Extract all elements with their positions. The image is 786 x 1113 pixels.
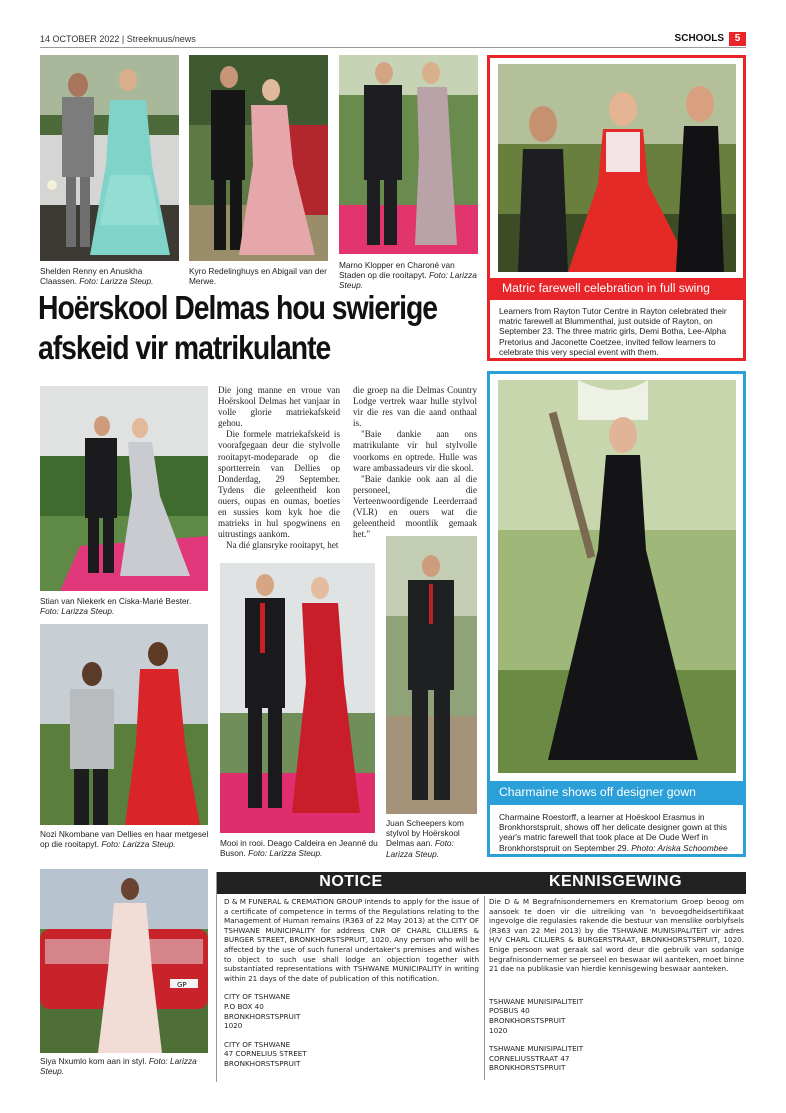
main-headline	[38, 288, 483, 368]
caption-nozi: Nozi Nkombane van Dellies en haar metgesel op die rooitapyt. Foto: Larizza Steup.	[40, 829, 209, 850]
notice-body: D & M FUNERAL & CREMATION GROUP intends to apply for the issue of a certificate of competence in terms of the Regulations relating to the Management of Human remains (R363 of 22 May 2013) at the CITY OF TSHWANE MUNICIPALITY for address CNR OF CHARL CILLIERS & BURGER STREET, BRONKHORSTSPRUIT, 1020. Any person who will be affected by the use of such funeral undertaker's premises and wishes to object to such use shall lodge an objection together with substantiated representations with TSHWANE MUNICIPALITY in writing within 21 days of the date of publication of this notification. CITY OF TSHWANE P.O BOX 40 BRONKHORSTSPRUIT 1020 CITY OF TSHWANE 47 CORNELIUS STREET BRONKHORSTSPRUIT	[224, 897, 479, 1068]
charmaine-banner-title: Charmaine shows off designer gown	[499, 785, 696, 799]
headline-line1: Hoërskool Delmas hou swierige	[38, 289, 438, 326]
caption-credit: Foto: Larizza Steup.	[386, 838, 454, 859]
caption-stian: Stian van Niekerk en Ciska-Marié Bester. Foto: Larizza Steup.	[40, 596, 192, 617]
photo-stian-ciska	[40, 386, 208, 591]
kennisgewing-address-2: TSHWANE MUNISIPALITEIT CORNELIUSSTRAAT 47 BRONKHORSTSPRUIT	[489, 1044, 584, 1073]
rayton-feature-box	[487, 55, 746, 361]
photo-siya	[40, 869, 208, 1053]
headline-line2: afskeid vir matrikulante	[38, 329, 331, 366]
charmaine-text: Charmaine Roestorff, a learner at Hoëskool Erasmus in Bronkhorstspruit, shows off her delicate designer gown at this year's matric farewell that took place at De Oude Werf in Bronkhorstspruit on September 29. Photo: Ariska Schoombee	[499, 812, 728, 853]
charmaine-feature-box	[487, 371, 746, 857]
caption-siya: Siya Nxumlo kom aan in styl. Foto: Larizza Steup.	[40, 1056, 197, 1077]
photo-marno-charone	[339, 55, 478, 254]
page-header	[40, 33, 746, 47]
rayton-text: Learners from Rayton Tutor Centre in Rayton celebrated their matric farewell at Blummenthal, just outside of Rayton, on September 23. The three matric girls, Demi Botha, Lee-Alpha Pretorius and Jaconette Coetzee, invited fellow learners to celebrate this very special event with them.	[499, 306, 727, 357]
article-column-1: Die jong manne en vroue van Hoërskool Delmas het vanjaar in volle glorie matriekafskeid gehou. Die formele matriekafskeid is voorafgegaan deur die stylvolle rooitapyt-modeparade op die sportterrein van Dellies op Donderdag, 29 September. Tydens die geleentheid kon ouers, oupas en oumas, boeties en sussies kom kyk hoe die matrieks in hul spogwinens en uitrustings aankom. Na dié glansryke rooitapyt, het	[218, 385, 340, 551]
article-column-2: die groep na die Delmas Country Lodge vertrek waar hulle stylvol vir die res van die aand onthaal is. "Baie dankie aan ons matrikulante vir hul stylvolle voorkoms en optrede. Hulle was ware ambassadeurs vir die skool. "Baie dankie ook aan al die personeel, die Verteenwoordigende Leerderraad (VLR) en ouers wat die geleentheid moontlik gemaak het."	[353, 385, 477, 540]
kennisgewing-body: Die D & M Begrafnisondernemers en Krematorium Groep beoog om aansoek te doen vir die uitreiking van 'n bevoegdheidsertifikaat ingevolge die regulasies rakende die bestuur van menslike oorblyfsels (R363 van 22 Mei 2013) by die TSHWANE MUNISIPALITEIT vir adres H/V CHARL CILLIERS & BURGERSTRAAT, BRONKHORSTSPRUIT, 1020. Enige persoon wat geraak sal word deur die gebruik van sodanige begrafnisondernemer se perseel en beswaar wil aanteken, moet binne 21 dae na publikasie van hierdie kennisgewing beswaar aanteken. TSHWANE MUNISIPALITEIT POSBUS 40 BRONKHORSTSPRUIT 1020 TSHWANE MUNISIPALITEIT CORNELIUSSTRAAT 47 BRONKHORSTSPRUIT	[489, 897, 744, 1073]
caption-credit: Foto: Larizza Steup.	[101, 839, 176, 850]
photo-deago-jeanne	[220, 563, 375, 833]
caption-mooi: Mooi in rooi. Deago Caldeira en Jeanné du Buson. Foto: Larizza Steup.	[220, 838, 378, 859]
caption-credit: Foto: Larizza Steup.	[40, 1056, 197, 1077]
notice-address-2: CITY OF TSHWANE 47 CORNELIUS STREET BRONKHORSTSPRUIT	[224, 1039, 307, 1068]
notice-border-left	[216, 872, 217, 1082]
caption-shelden: Shelden Renny en Anuskha Claassen. Foto: Larizza Steup.	[40, 266, 154, 287]
notice-title: NOTICE	[319, 873, 383, 890]
charmaine-banner	[490, 781, 743, 805]
photo-nozi	[40, 624, 208, 825]
photo-shelden-anuskha	[40, 55, 179, 261]
header-date: 14 OCTOBER 2022 | Streeknuus/news	[40, 34, 196, 44]
photo-kyro-abigail	[189, 55, 328, 261]
rayton-banner	[490, 278, 743, 300]
caption-marno: Marno Klopper en Charoné van Staden op die rooitapyt. Foto: Larizza Steup.	[339, 260, 477, 291]
page-number: 5	[729, 32, 746, 46]
charmaine-credit: Photo: Ariska Schoombee	[631, 842, 728, 853]
header-rule	[40, 47, 746, 48]
caption-credit: Foto: Larizza Steup.	[40, 606, 115, 617]
caption-juan: Juan Scheepers kom stylvol by Hoërskool Delmas aan. Foto: Larizza Steup.	[386, 818, 464, 859]
notice-address-1: CITY OF TSHWANE P.O BOX 40 BRONKHORSTSPRUIT 1020	[224, 992, 301, 1031]
car-plate: GP	[177, 981, 187, 989]
photo-charmaine	[498, 380, 736, 773]
caption-credit: Foto: Larizza Steup.	[79, 276, 154, 287]
section-label: SCHOOLS	[674, 33, 724, 44]
caption-credit: Foto: Larizza Steup.	[248, 848, 323, 859]
caption-kyro: Kyro Redelinghuys en Abigail van der Merwe.	[189, 266, 327, 287]
rayton-banner-title: Matric farewell celebration in full swing	[502, 281, 710, 295]
notice-divider	[484, 896, 485, 1080]
kennisgewing-title: KENNISGEWING	[548, 873, 683, 890]
caption-credit: Foto: Larizza Steup.	[339, 270, 477, 291]
photo-juan	[386, 536, 477, 814]
photo-rayton-girls	[498, 64, 736, 272]
kennisgewing-address-1: TSHWANE MUNISIPALITEIT POSBUS 40 BRONKHORSTSPRUIT 1020	[489, 996, 584, 1035]
